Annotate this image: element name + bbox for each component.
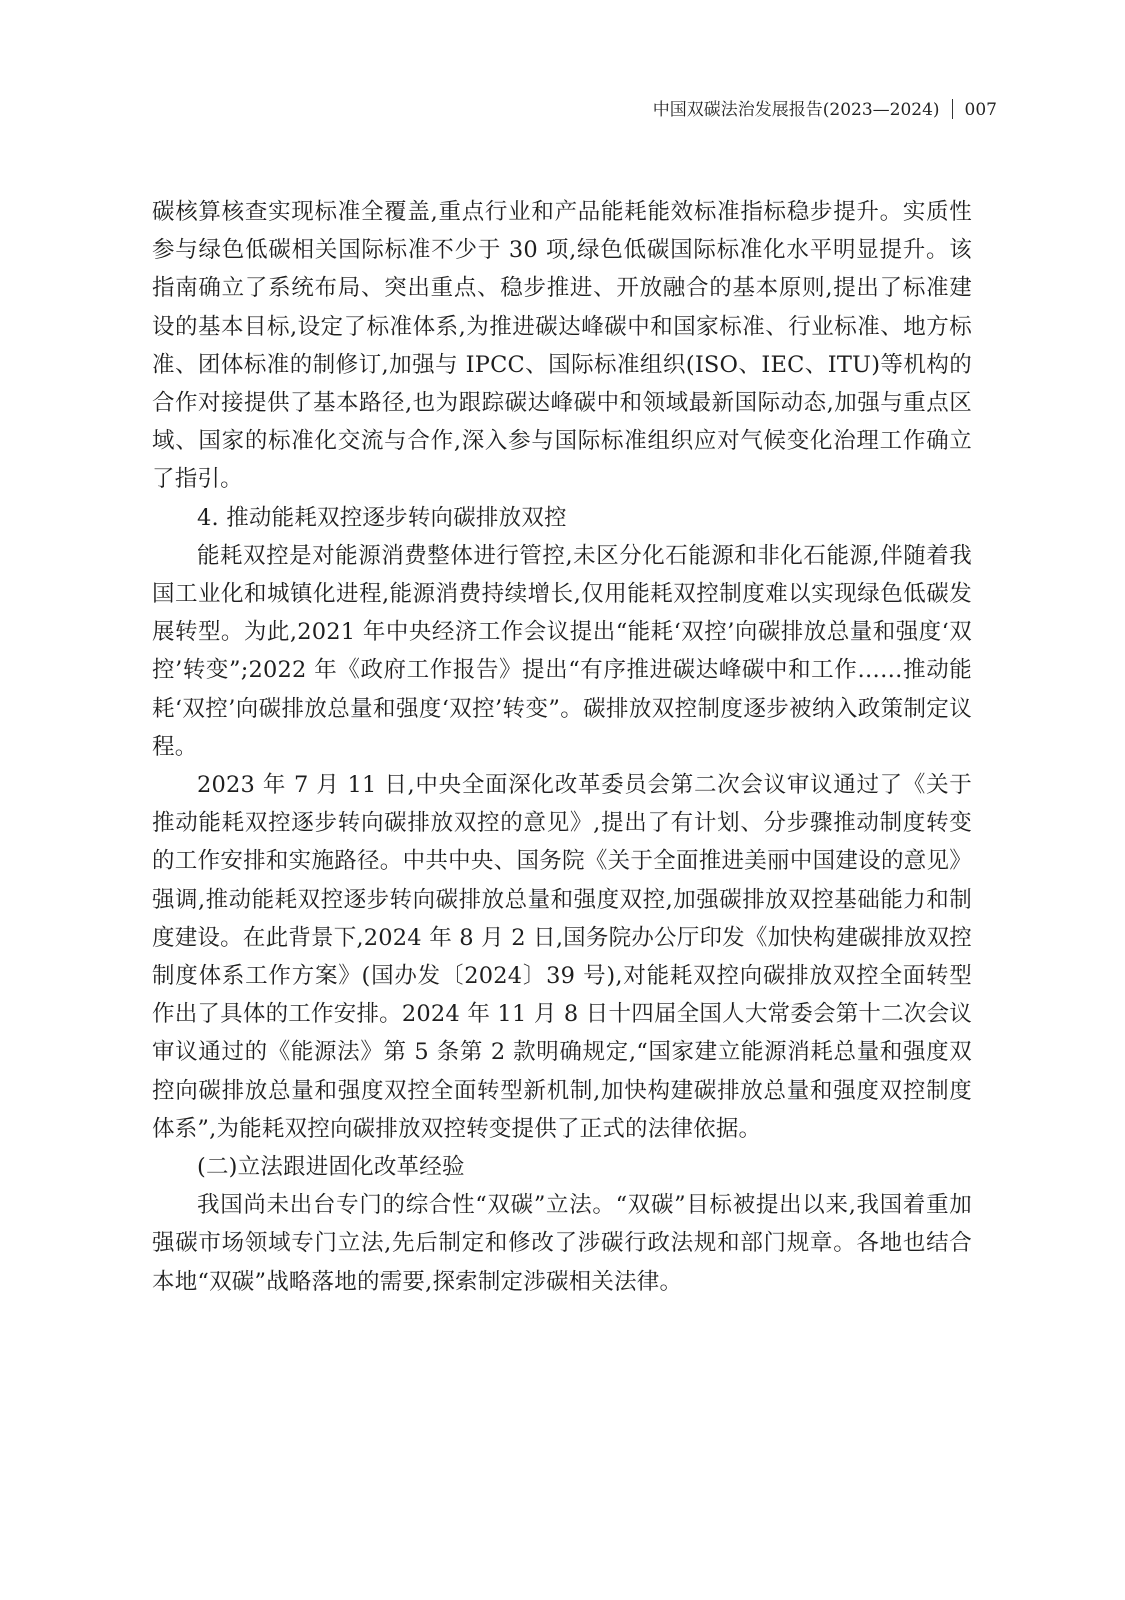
page-body: [152, 193, 972, 1301]
paragraph: 2023 年 7 月 11 日,中央全面深化改革委员会第二次会议审议通过了《关于推动能耗双控逐步转向碳排放双控的意见》,提出了有计划、分步骤推动制度转变的工作安排和实施路径。中共中央、国务院《关于全面推进美丽中国建设的意见》强调,推动能耗双控逐步转向碳排放总量和强度双控,加强碳排放双控基础能力和制度建设。在此背景下,2024 年 8 月 2 日,国务院办公厅印发《加快构建碳排放双控制度体系工作方案》(国办发〔2024〕39 号),对能耗双控向碳排放双控全面转型作出了具体的工作安排。2024 年 11 月 8 日十四届全国人大常委会第十二次会议审议通过的《能源法》第 5 条第 2 款明确规定,“国家建立能源消耗总量和强度双控向碳排放总量和强度双控全面转型新机制,加快构建碳排放总量和强度双控制度体系”,为能耗双控向碳排放双控转变提供了正式的法律依据。: [152, 772, 972, 1142]
section-heading-4: 4. 推动能耗双控逐步转向碳排放双控: [197, 504, 567, 531]
running-header: [653, 98, 997, 122]
paragraph: 能耗双控是对能源消费整体进行管控,未区分化石能源和非化石能源,伴随着我国工业化和城镇化进程,能源消费持续增长,仅用能耗双控制度难以实现绿色低碳发展转型。为此,2021 年中央经济工作会议提出“能耗‘双控’向碳排放总量和强度‘双控’转变”;2022 年《政府工作报告》提出“有序推进碳达峰碳中和工作……推动能耗‘双控’向碳排放总量和强度‘双控’转变”。碳排放双控制度逐步被纳入政策制定议程。: [152, 542, 972, 760]
paragraph-continued: 碳核算核查实现标准全覆盖,重点行业和产品能耗能效标准指标稳步提升。实质性参与绿色低碳相关国际标准不少于 30 项,绿色低碳国际标准化水平明显提升。该指南确立了系统布局、突出重点、稳步推进、开放融合的基本原则,提出了标准建设的基本目标,设定了标准体系,为推进碳达峰碳中和国家标准、行业标准、地方标准、团体标准的制修订,加强与 IPCC、国际标准组织(ISO、IEC、ITU)等机构的合作对接提供了基本路径,也为跟踪碳达峰碳中和领域最新国际动态,加强与重点区域、国家的标准化交流与合作,深入参与国际标准组织应对气候变化治理工作确立了指引。: [152, 199, 972, 493]
header-divider: [952, 99, 953, 119]
page-number: 007: [964, 100, 997, 120]
paragraph: 我国尚未出台专门的综合性“双碳”立法。“双碳”目标被提出以来,我国着重加强碳市场领域专门立法,先后制定和修改了涉碳行政法规和部门规章。各地也结合本地“双碳”战略落地的需要,探索制定涉碳相关法律。: [152, 1192, 972, 1295]
section-heading-2: (二)立法跟进固化改革经验: [197, 1154, 465, 1181]
book-title: 中国双碳法治发展报告(2023—2024): [652, 100, 940, 120]
